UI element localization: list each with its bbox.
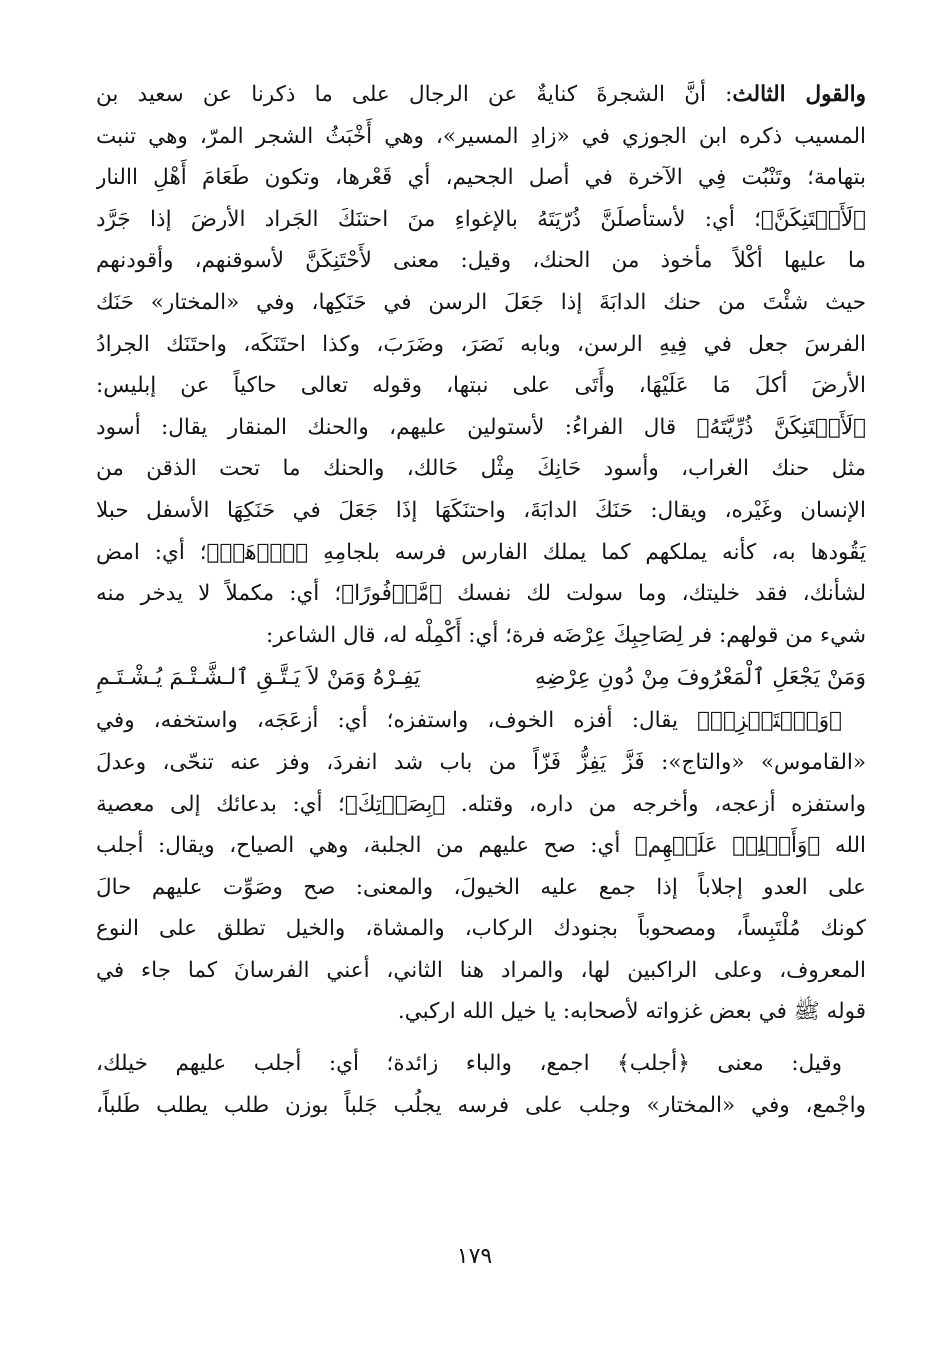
section-heading: والقول الثالث: [732, 82, 866, 107]
text-line: واستفزه أزعجه، وأخرجه من داره، وقتله. ﴿بِصَوۡتِكَ﴾؛ أي: بدعائك إلى معصية: [96, 791, 866, 817]
text-line: شيء من قولهم: فر لِصَاحِبِكَ عِرْضَه فرة؛ أي: أَكْمِلْه له، قال الشاعر:: [266, 622, 866, 648]
text-line: المسيب ذكره ابن الجوزي في «زادِ المسير»، وهي أَخْبَثُ الشجر المرّ، وهي تنبت: [96, 123, 866, 149]
text-line: «القاموس» «والتاج»: فَزَّ يَفِزُّ فَزّاً من باب شد انفردَ، وفز عنه تنحّى، وعدلَ: [96, 749, 866, 775]
text-line: [96, 74, 866, 116]
poetry-verse: [96, 656, 866, 700]
text-line: ما عليها أكْلاً مأخوذ من الحنك، وقيل: معنى لأَحْتَنِكَنَّ لأسوقنهم، وأقودنهم: [96, 248, 866, 274]
text-line: بتهامة؛ وتَنْبُت فِي الآخرة في أصل الجحيم، أي قَعْرها، وتكون طَعَامَ أَهْلِ االنار: [96, 165, 866, 191]
text-line: كونك مُلْتَبِساً، ومصحوباً بجنودك الركاب، والمشاة، والخيل تطلق على النوع: [96, 916, 866, 942]
text-line: مثل حنك الغراب، وأسود حَانِكَ مِثْل حَالك، والحنك ما تحت الذقن من: [96, 456, 866, 482]
verse-hemistich-first: وَمَنْ يَجْعَلِ ٱلْمَعْرُوفَ مِنْ دُونِ عِرْضِهِ: [534, 665, 866, 691]
text-line: يَقُودها به، كأنه يملكهم كما يملك الفارس فرسه بلجامِهِ ﴿ٱذۡهَبۡ﴾؛ أي: امض: [96, 539, 866, 565]
verse-hemistich-second: يَفِـرْهُ وَمَنْ لاَ يَـتَّـقِ ٱلـشَّـتْـمَ يُـشْـتَـمِ: [96, 665, 421, 691]
text-line: الله ﴿وَأَجۡلِبۡ عَلَيۡهِم﴾ أي: صح عليهم من الجلبة، وهي الصياح، ويقال: أجلب: [96, 833, 866, 859]
paragraph-gap: [96, 1033, 866, 1043]
text-line: ﴿وَٱسۡتَفۡزِزۡ﴾ يقال: أفزه الخوف، واستفزه؛ أي: أزعَجَه، واستخفه، وفي: [96, 708, 842, 734]
page-number: ١٧٩: [456, 1244, 493, 1269]
text-line: قوله ﷺ في بعض غزواته لأصحابه: يا خيل الله اركبي.: [397, 999, 866, 1025]
text-line-rest: : أنَّ الشجرةَ كنايةٌ عن الرجال على ما ذكرنا عن سعيد بن: [96, 82, 733, 107]
text-line: الإنسان وغَيْره، ويقال: حَنَكَ الدابَةَ، واحتنَكَهَا إذَا جَعَلَ في حَنَكِهَا الأسفل حبلا: [96, 497, 866, 523]
text-line: حيث شئْتَ من حنك الدابَةَ إذا جَعَلَ الرسن في حَنَكِها، وفي «المختار» حَنَك: [96, 289, 866, 315]
text-line: المعروف، وعلى الراكبين لها، والمراد هنا الثاني، أعني الفرسانَ كما جاء في: [96, 957, 866, 983]
text-line: الفرسَ جعل في فِيهِ الرسن، وبابه نَصَرَ، وضَرَبَ، وكذا احتَنَكَه، واحتَنَك الجرادُ: [96, 331, 866, 357]
text-line: الأرضَ أكلَ مَا عَلَيْهَا، وأَتَى على نبتها، وقوله تعالى حاكياً عن إبليس:: [96, 373, 866, 399]
text-line: واجْمع، وفي «المختار» وجلب على فرسه يجلُب جَلباً بوزن طلب يطلب طَلباً،: [96, 1092, 866, 1118]
text-line: ﴿لَأَحۡتَنِكَنَّ ذُرِّيَّتَهُ﴾ قال الفراءُ: لأستولين عليهم، والحنك المنقار يقال: أسود: [96, 414, 866, 440]
text-line: لشأنك، فقد خليتك، وما سولت لك نفسك ﴿مَّوۡفُورًا﴾؛ أي: مكملاً لا يدخر منه: [96, 581, 866, 607]
page-body: [96, 74, 866, 1126]
text-line: ﴿لَأَحۡتَنِكَنَّ﴾؛ أي: لأستأصلَنَّ ذُرّيَتَهُ بالإغواءِ منَ احتنَكَ الجَراد الأرضَ إذا جَرَّد: [96, 206, 866, 232]
text-line: وقيل: معنى ﴿أجلب﴾ اجمع، والباء زائدة؛ أي: أجلب عليهم خيلك،: [96, 1051, 842, 1077]
text-line: على العدو إجلاباً إذا جمع عليه الخيولَ، والمعنى: صح وصَوِّت عليهم حالَ: [96, 874, 866, 900]
